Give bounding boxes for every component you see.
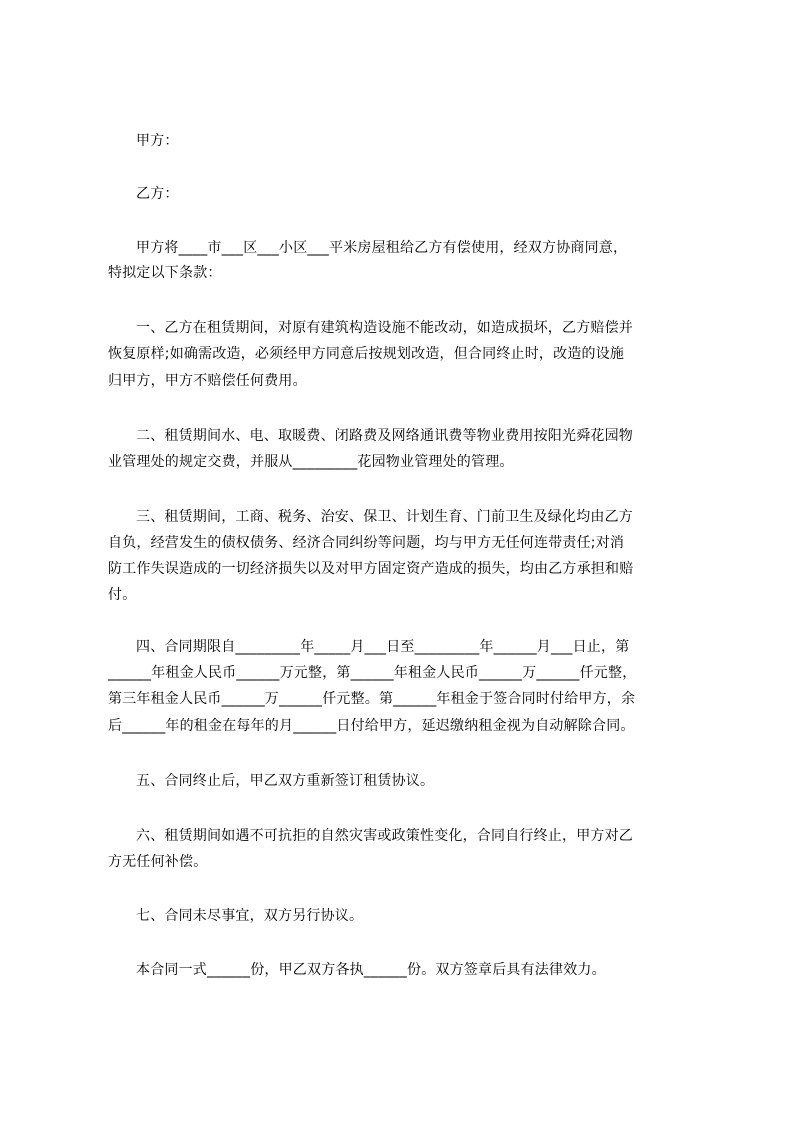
clause1-line-3: 归甲方，甲方不赔偿任何费用。 [108, 373, 307, 389]
clause3-line-1: 三、租赁期间，工商、税务、治安、保卫、计划生育、门前卫生及绿化均由乙方 [136, 509, 633, 525]
clause4-line-1: 四、合同期限自_________年_____月___日至_________年______月___日止，第 [136, 639, 630, 655]
clause4-line-2: ______年租金人民币______万元整，第______年租金人民币______万______仟元整， [108, 665, 637, 681]
party-a-label: 甲方： [136, 133, 179, 149]
intro-line-2: 特拟定以下条款： [108, 265, 222, 281]
clause7-line: 七、合同未尽事宜，双方另行协议。 [136, 908, 364, 924]
clause4-line-3: 第三年租金人民币______万______仟元整。第______年租金于签合同时付给甲方，余 [108, 691, 636, 707]
clause1-line-2: 恢复原样;如确需改造，必须经甲方同意后按规划改造，但合同终止时，改造的设施 [108, 346, 625, 362]
clause3-line-3: 防工作失误造成的一切经济损失以及对甲方固定资产造成的损失，均由乙方承担和赔 [108, 561, 634, 577]
clause2-line-1: 二、租赁期间水、电、取暖费、闭路费及网络通讯费等物业费用按阳光舜花园物 [136, 428, 633, 444]
clause3-line-2: 自负，经营发生的债权债务、经济合同纠纷等问题，均与甲方无任何连带责任;对消 [108, 535, 625, 551]
clause1-line-1: 一、乙方在租赁期间，对原有建筑构造设施不能改动，如造成损坏，乙方赔偿并 [136, 320, 633, 336]
clause2-line-2: 业管理处的规定交费，并服从_________花园物业管理处的管理。 [108, 454, 514, 470]
clause6-line-1: 六、租赁期间如遇不可抗拒的自然灾害或政策性变化，合同自行终止，甲方对乙 [136, 828, 633, 844]
clause4-line-4: 后______年的租金在每年的月______日付给甲方，延迟缴纳租金视为自动解除合同。 [108, 718, 635, 734]
party-b-label: 乙方： [136, 186, 179, 202]
clause5-line: 五、合同终止后，甲乙双方重新签订租赁协议。 [136, 773, 435, 789]
clause6-line-2: 方无任何补偿。 [108, 854, 208, 870]
intro-line-1: 甲方将____市___区___小区___平米房屋租给乙方有偿使用，经双方协商同意， [136, 240, 628, 256]
clause3-line-4: 付。 [108, 587, 137, 603]
closing-line: 本合同一式______份，甲乙双方各执______份。双方签章后具有法律效力。 [136, 962, 606, 978]
